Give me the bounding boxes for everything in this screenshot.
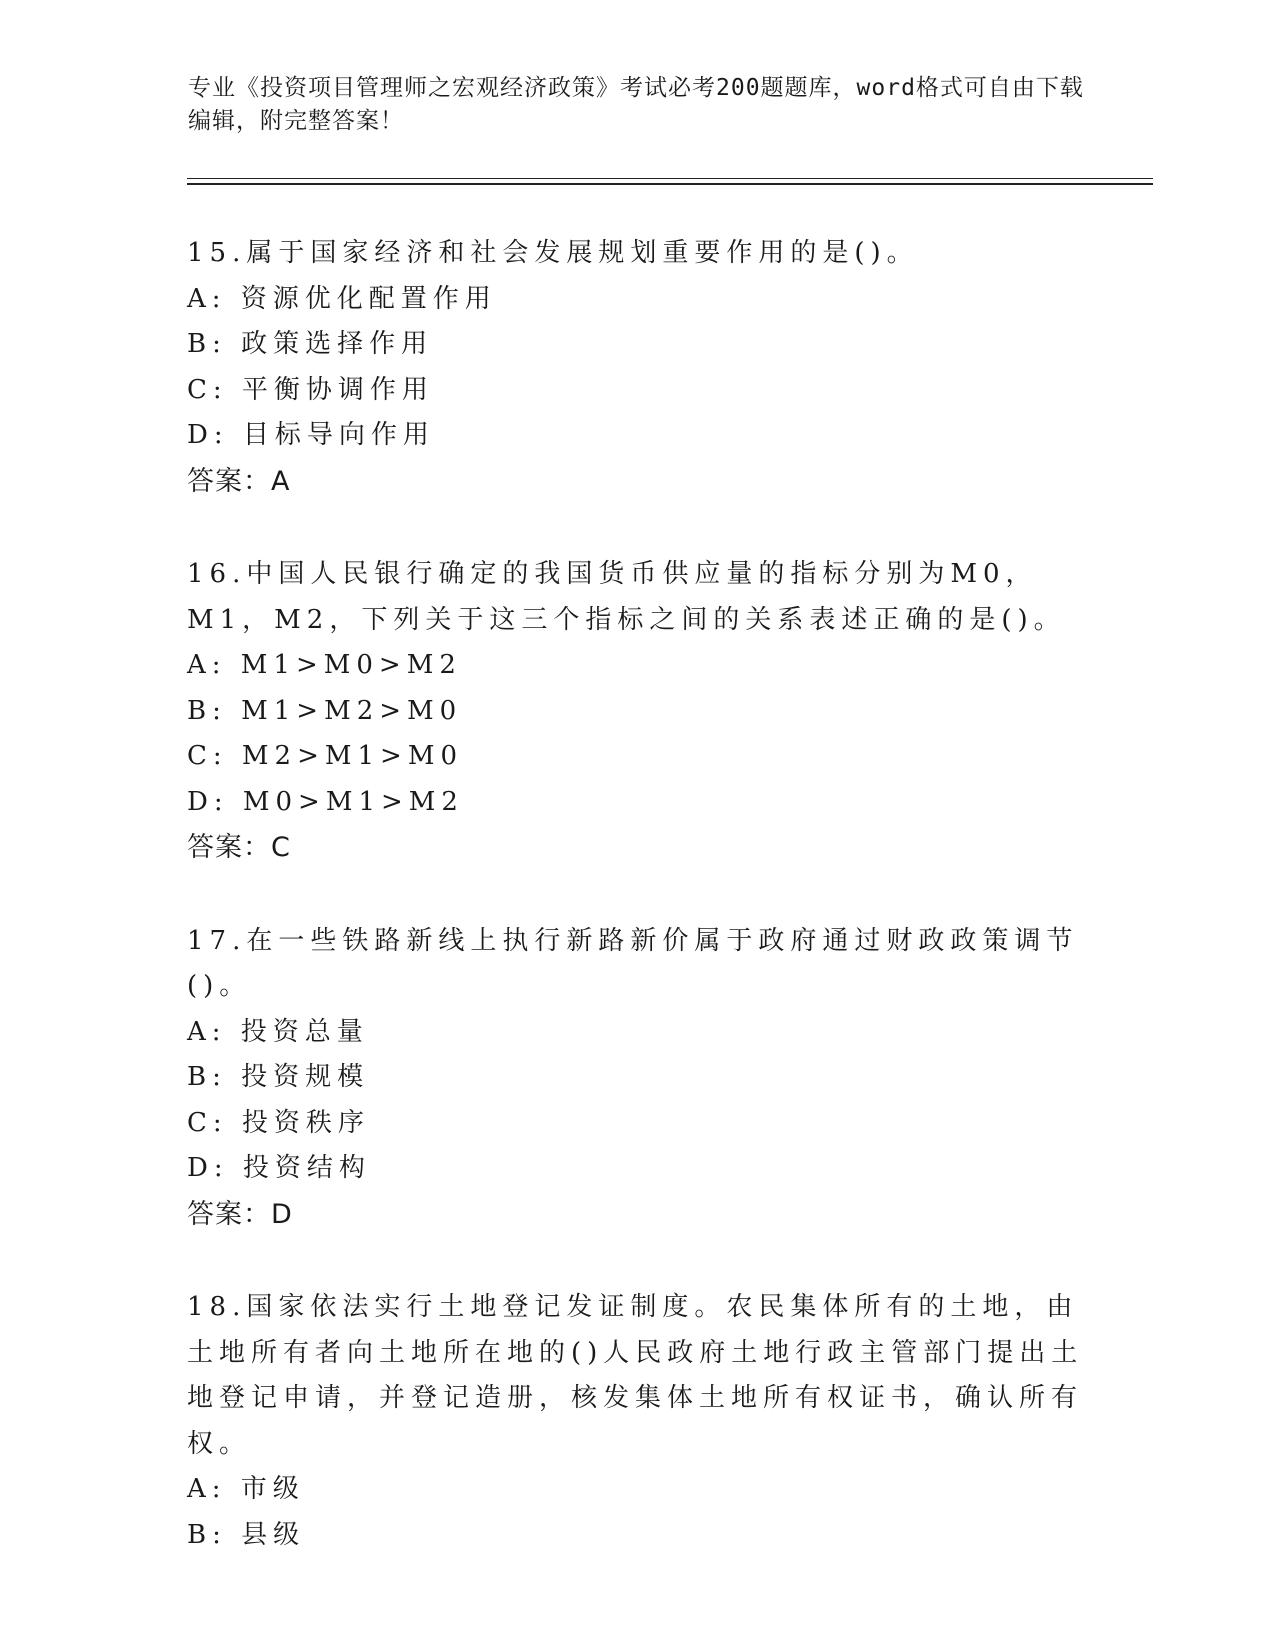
- question-16: [187, 552, 1087, 871]
- question-15: [187, 231, 1087, 504]
- answer-label: 答案：C: [187, 832, 291, 863]
- option-b: B: 投资规模: [187, 1062, 370, 1092]
- option-c: C: M2>M1>M0: [187, 741, 463, 771]
- option-c: C: 平衡协调作用: [187, 374, 434, 405]
- option-d: D: M0>M1>M2: [187, 786, 464, 817]
- answer-label: 答案：D: [187, 1198, 293, 1230]
- option-b: B: M1>M2>M0: [187, 695, 463, 726]
- question-list: [187, 231, 1087, 1606]
- header-divider-thick: [187, 183, 1153, 185]
- option-a: A: 市级: [187, 1474, 305, 1504]
- option-a: A: 资源优化配置作用: [187, 283, 497, 314]
- question-18: [187, 1285, 1087, 1558]
- question-stem: 16.中国人民银行确定的我国货币供应量的指标分别为M0，M1，M2，下列关于这三个指标之间的关系表述正确的是()。: [187, 559, 1066, 635]
- answer-label: 答案：A: [187, 465, 291, 497]
- question-stem: 17.在一些铁路新线上执行新路新价属于政府通过财政政策调节()。: [187, 925, 1079, 1001]
- question-stem: 15.属于国家经济和社会发展规划重要作用的是()。: [187, 238, 919, 268]
- question-17: [187, 919, 1087, 1238]
- option-d: D: 目标导向作用: [187, 420, 435, 450]
- option-a: A: 投资总量: [187, 1016, 369, 1047]
- question-stem: 18.国家依法实行土地登记发证制度。农民集体所有的土地，由土地所有者向土地所在地的()人民政府土地行政主管部门提出土地登记申请，并登记造册，核发集体土地所有权证书，确认所有权。: [187, 1292, 1084, 1459]
- option-d: D: 投资结构: [187, 1153, 371, 1183]
- option-a: A: M1>M0>M2: [187, 650, 462, 680]
- option-b: B: 县级: [187, 1519, 306, 1550]
- option-b: B: 政策选择作用: [187, 329, 434, 359]
- document-header: 专业《投资项目管理师之宏观经济政策》考试必考200题题库，word格式可自由下载编辑，附完整答案！: [188, 75, 1084, 134]
- header-divider-thin: [187, 178, 1153, 179]
- option-c: C: 投资秩序: [187, 1107, 370, 1138]
